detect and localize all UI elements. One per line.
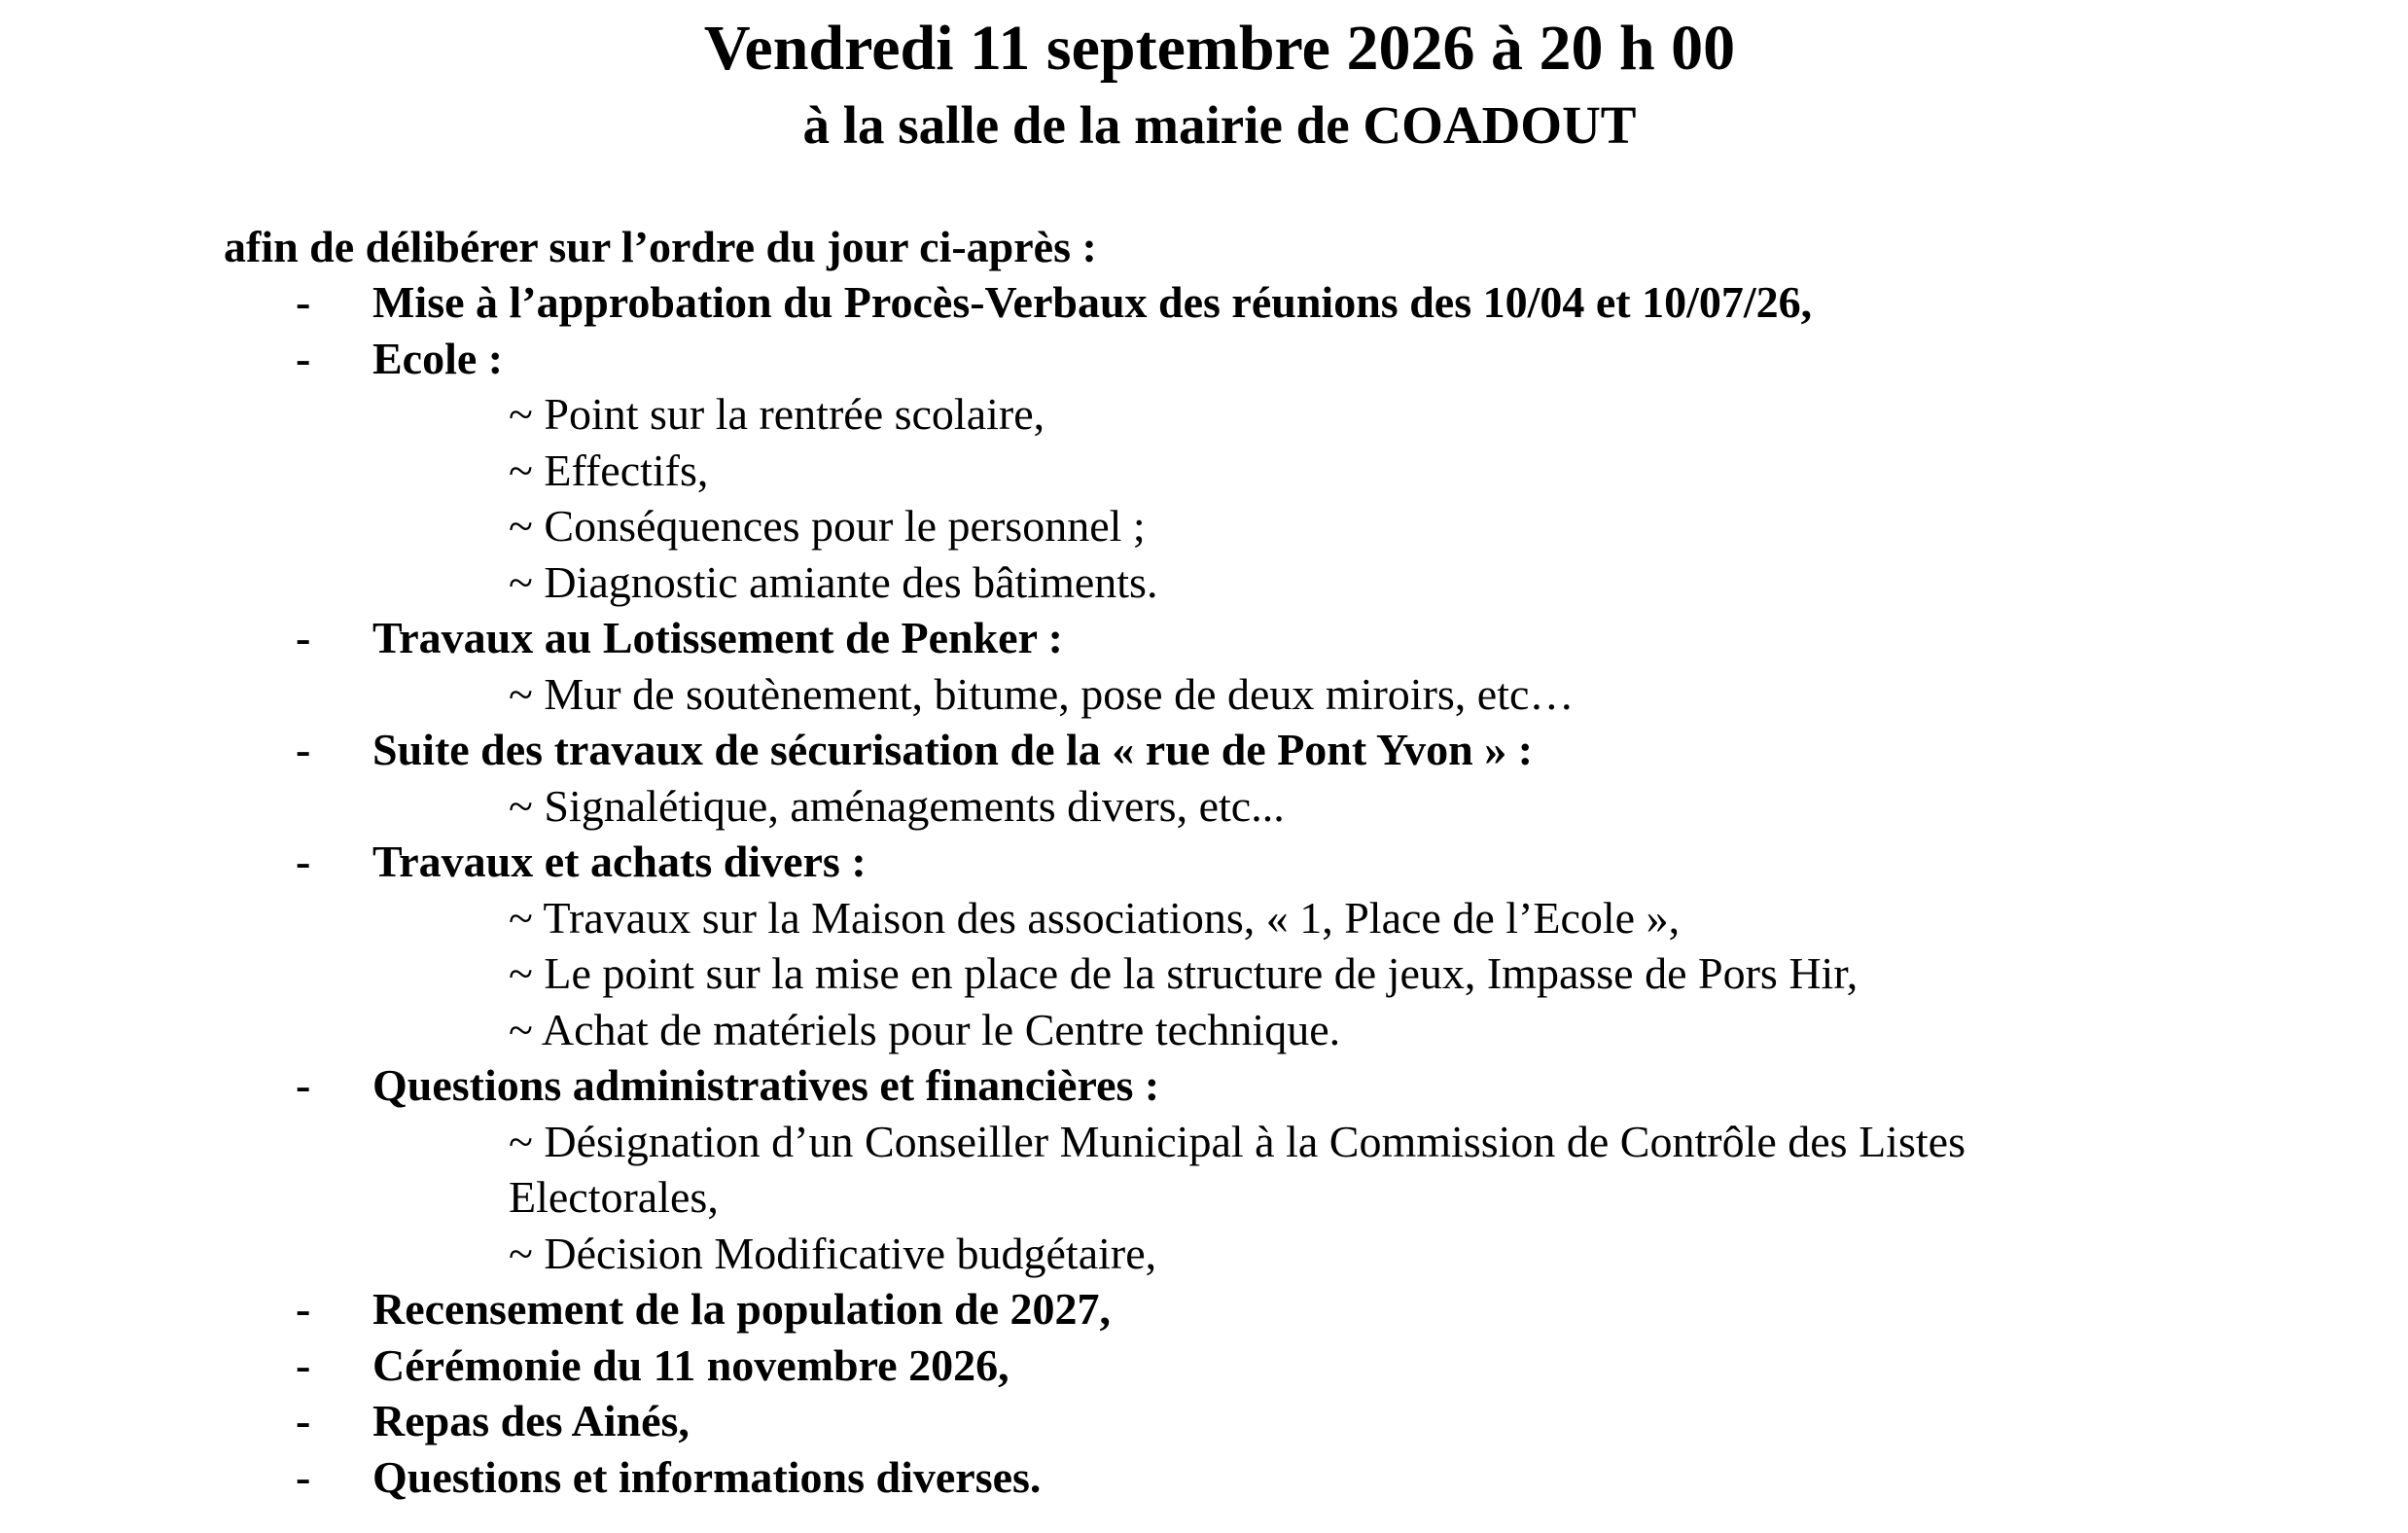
agenda-item-heading: [0, 1449, 2408, 1506]
meeting-place-heading: à la salle de la mairie de COADOUT: [802, 95, 1637, 155]
agenda-item-heading: [0, 722, 2408, 778]
agenda-item-heading: [0, 1281, 2408, 1337]
agenda-item-dash: -: [296, 725, 311, 774]
agenda-item-dash: -: [296, 1396, 311, 1445]
agenda-item-heading: [0, 274, 2408, 331]
agenda-item-heading: [0, 331, 2408, 387]
agenda-subitem: ~ Achat de matériels pour le Centre technique.: [509, 1004, 1341, 1054]
agenda-item: [0, 274, 2408, 331]
agenda-subitem-list: [0, 778, 2408, 835]
agenda-subitem: ~ Mur de soutènement, bitume, pose de deux miroirs, etc…: [509, 668, 1575, 719]
agenda-subitem: ~ Désignation d’un Conseiller Municipal à la Commission de Contrôle des Listes Electorales,: [509, 1116, 1965, 1222]
agenda-item-label: Repas des Ainés,: [372, 1396, 690, 1445]
agenda-item-dash: -: [296, 1284, 311, 1334]
agenda-item-label: Mise à l’approbation du Procès-Verbaux des réunions des 10/04 et 10/07/26,: [372, 277, 1813, 327]
agenda-item-label: Ecole :: [372, 333, 504, 383]
agenda-subitem: ~ Effectifs,: [509, 445, 709, 495]
agenda-item: [0, 331, 2408, 611]
agenda-item: [0, 722, 2408, 834]
agenda-item-label: Travaux au Lotissement de Penker :: [372, 613, 1063, 662]
meeting-date-heading: Vendredi 11 septembre 2026 à 20 h 00: [703, 13, 1736, 84]
agenda-subitem-list: [0, 890, 2408, 1058]
agenda-item-heading: [0, 1057, 2408, 1114]
agenda-item: [0, 1449, 2408, 1506]
agenda-item-dash: -: [296, 1451, 311, 1502]
agenda-subitem-list: [0, 666, 2408, 723]
agenda-item-dash: -: [296, 837, 311, 886]
agenda-item-heading: [0, 1393, 2408, 1449]
agenda-item-dash: -: [296, 613, 311, 662]
agenda-subitem: ~ Conséquences pour le personnel ;: [509, 501, 1146, 551]
agenda-subitem-list: [0, 1114, 2408, 1282]
agenda-item-label: Travaux et achats divers :: [372, 837, 867, 886]
agenda-item-dash: -: [296, 333, 311, 383]
agenda-item-label: Questions et informations diverses.: [372, 1451, 1042, 1502]
agenda-subitem: ~ Décision Modificative budgétaire,: [509, 1228, 1157, 1278]
agenda-item-heading: [0, 610, 2408, 666]
agenda-item: [0, 1393, 2408, 1449]
agenda-subitem: ~ Point sur la rentrée scolaire,: [509, 389, 1045, 439]
agenda-subitem: ~ Signalétique, aménagements divers, etc...: [509, 780, 1285, 831]
agenda-subitem: ~ Diagnostic amiante des bâtiments.: [509, 556, 1158, 607]
agenda-item: [0, 1337, 2408, 1394]
agenda-list: [0, 274, 2408, 1505]
agenda-item-heading: [0, 1337, 2408, 1394]
agenda-item-label: Recensement de la population de 2027,: [372, 1284, 1111, 1334]
agenda-item-heading: [0, 834, 2408, 890]
agenda-subitem: ~ Le point sur la mise en place de la structure de jeux, Impasse de Pors Hir,: [509, 948, 1859, 998]
agenda-subitem-list: [0, 386, 2408, 610]
agenda-item-dash: -: [296, 1339, 311, 1390]
agenda-item-dash: -: [296, 277, 311, 327]
agenda-item-label: Questions administratives et financières :: [372, 1060, 1160, 1110]
agenda-item: [0, 834, 2408, 1057]
agenda-subitem: ~ Travaux sur la Maison des associations, « 1, Place de l’Ecole »,: [509, 892, 1681, 943]
agenda-item: [0, 610, 2408, 722]
agenda-item-label: Suite des travaux de sécurisation de la « rue de Pont Yvon » :: [372, 725, 1534, 774]
agenda-item: [0, 1057, 2408, 1281]
agenda-item-label: Cérémonie du 11 novembre 2026,: [372, 1339, 1009, 1390]
agenda-item: [0, 1281, 2408, 1337]
agenda-intro: afin de délibérer sur l’ordre du jour ci-après :: [224, 222, 1097, 271]
agenda-item-dash: -: [296, 1060, 311, 1110]
